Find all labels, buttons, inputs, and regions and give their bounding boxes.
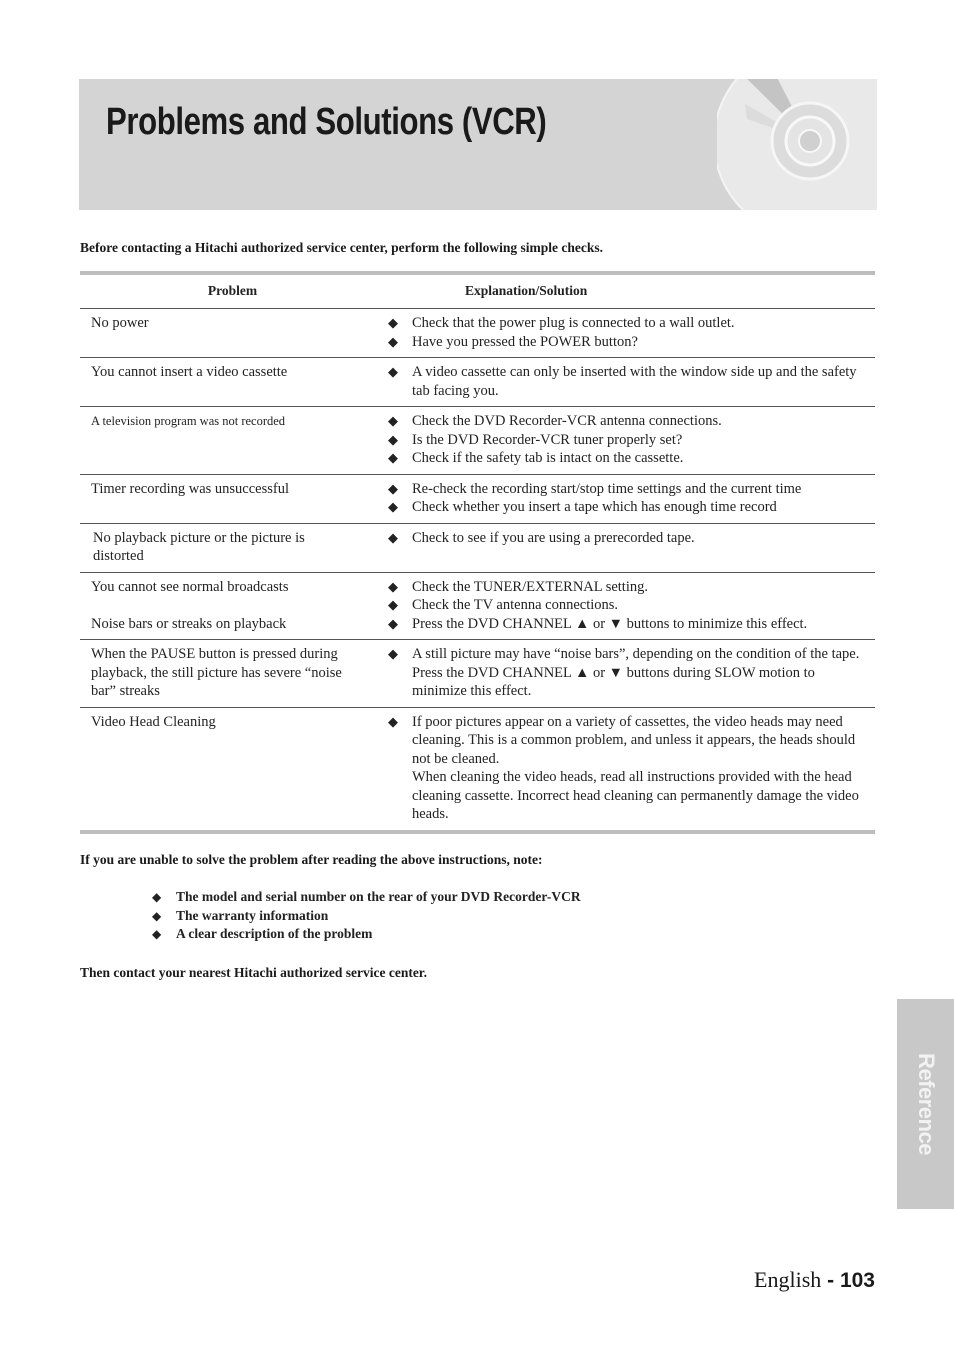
diamond-bullet-icon: ◆ [152,927,162,942]
problem-text: You cannot see normal broadcasts [91,578,289,595]
title-banner [79,79,877,210]
problem-cell: No power [80,309,385,358]
table-row [80,707,875,830]
side-tab-label: Reference [913,1053,939,1155]
footer-language: English [754,1267,822,1292]
diamond-bullet-icon: ◆ [388,529,398,545]
solution-continuation: When cleaning the video heads, read all instructions provided with the head cleaning cassette. Incorrect head cleaning can permanently damage the video heads. [412,769,859,822]
diamond-bullet-icon: ◆ [388,578,398,594]
outro-text: If you are unable to solve the problem after reading the above instructions, note: [80,852,543,867]
list-item: ◆ The model and serial number on the rear of your DVD Recorder-VCR [152,888,581,907]
diamond-bullet-icon: ◆ [152,908,162,923]
problem-text: Noise bars or streaks on playback [91,615,287,632]
diamond-bullet-icon: ◆ [388,597,398,612]
section-side-tab [897,999,954,1209]
disc-icon [717,79,877,210]
solution-item: ◆ Check whether you insert a tape which has enough time record [385,498,873,517]
problem-cell: When the PAUSE button is pressed during playback, the still picture has severe “noise bar” streaks [80,640,385,708]
diamond-bullet-icon: ◆ [388,450,398,465]
solution-cell [385,572,875,640]
solution-item: ◆ Is the DVD Recorder-VCR tuner properly set? [385,431,873,450]
solution-item: ◆ A still picture may have “noise bars”, depending on the condition of the tape. Press the DVD CHANNEL ▲ or ▼ buttons during SLOW motion to minimize this effect. [385,645,873,701]
problem-cell: No playback picture or the picture is distorted [80,523,385,572]
page-footer [754,1267,875,1293]
closing-text: Then contact your nearest Hitachi authorized service center. [80,965,427,980]
problem-cell: You cannot insert a video cassette [80,358,385,407]
solution-item: ◆ If poor pictures appear on a variety of cassettes, the video heads may need cleaning. This is a common problem, and unless it appears, the heads should not be cleaned. [385,713,873,769]
table-bottom-rule [80,830,875,834]
solution-cell [385,407,875,475]
diamond-bullet-icon: ◆ [388,315,398,330]
solution-item: ◆ Check the TUNER/EXTERNAL setting. [385,578,873,597]
solution-item: ◆ Check that the power plug is connected to a wall outlet. [385,314,873,333]
diamond-bullet-icon: ◆ [388,615,398,631]
intro-text: Before contacting a Hitachi authorized service center, perform the following simple checks. [80,240,604,255]
diamond-bullet-icon: ◆ [388,480,398,496]
diamond-bullet-icon: ◆ [388,413,398,428]
note-list [152,888,581,944]
problems-table [80,271,875,834]
column-header-solution: Explanation/Solution [385,275,875,309]
solution-item: ◆ Check the TV antenna connections. [385,596,873,615]
problem-cell: Timer recording was unsuccessful [80,474,385,523]
list-item: ◆ The warranty information [152,907,581,926]
problem-cell: A television program was not recorded [80,407,385,475]
table-row [80,572,875,640]
diamond-bullet-icon: ◆ [152,890,162,904]
diamond-bullet-icon: ◆ [388,333,398,349]
solution-cell [385,358,875,407]
table-row [80,358,875,407]
table-header-row [80,275,875,309]
solution-item: ◆ A video cassette can only be inserted with the window side up and the safety tab facing you. [385,363,873,400]
solution-cell [385,474,875,523]
solution-item: ◆ Press the DVD CHANNEL ▲ or ▼ buttons to minimize this effect. [385,615,873,634]
problem-cell: Video Head Cleaning [91,713,216,730]
solution-cell [385,309,875,358]
page-number: 103 [839,1269,875,1292]
list-item: ◆ A clear description of the problem [152,925,581,944]
table-row [80,407,875,475]
page-title: Problems and Solutions (VCR) [106,101,547,143]
column-header-problem: Problem [80,275,385,309]
diamond-bullet-icon: ◆ [388,713,398,729]
solution-item: ◆ Re-check the recording start/stop time settings and the current time [385,480,873,499]
diamond-bullet-icon: ◆ [388,646,398,661]
footer-separator: - [821,1269,840,1292]
diamond-bullet-icon: ◆ [388,431,398,447]
table-row [80,523,875,572]
solution-item: ◆ Check if the safety tab is intact on the cassette. [385,449,873,468]
solution-cell [385,707,875,830]
problem-cell [80,572,385,640]
table-row [80,309,875,358]
diamond-bullet-icon: ◆ [388,364,398,379]
table-row [80,474,875,523]
solution-item: ◆ Check to see if you are using a prerecorded tape. [385,529,873,548]
solution-item: ◆ Check the DVD Recorder-VCR antenna connections. [385,412,873,431]
diamond-bullet-icon: ◆ [388,499,398,514]
table-row [80,640,875,708]
solution-cell [385,640,875,708]
solution-item: ◆ Have you pressed the POWER button? [385,333,873,352]
solution-cell [385,523,875,572]
